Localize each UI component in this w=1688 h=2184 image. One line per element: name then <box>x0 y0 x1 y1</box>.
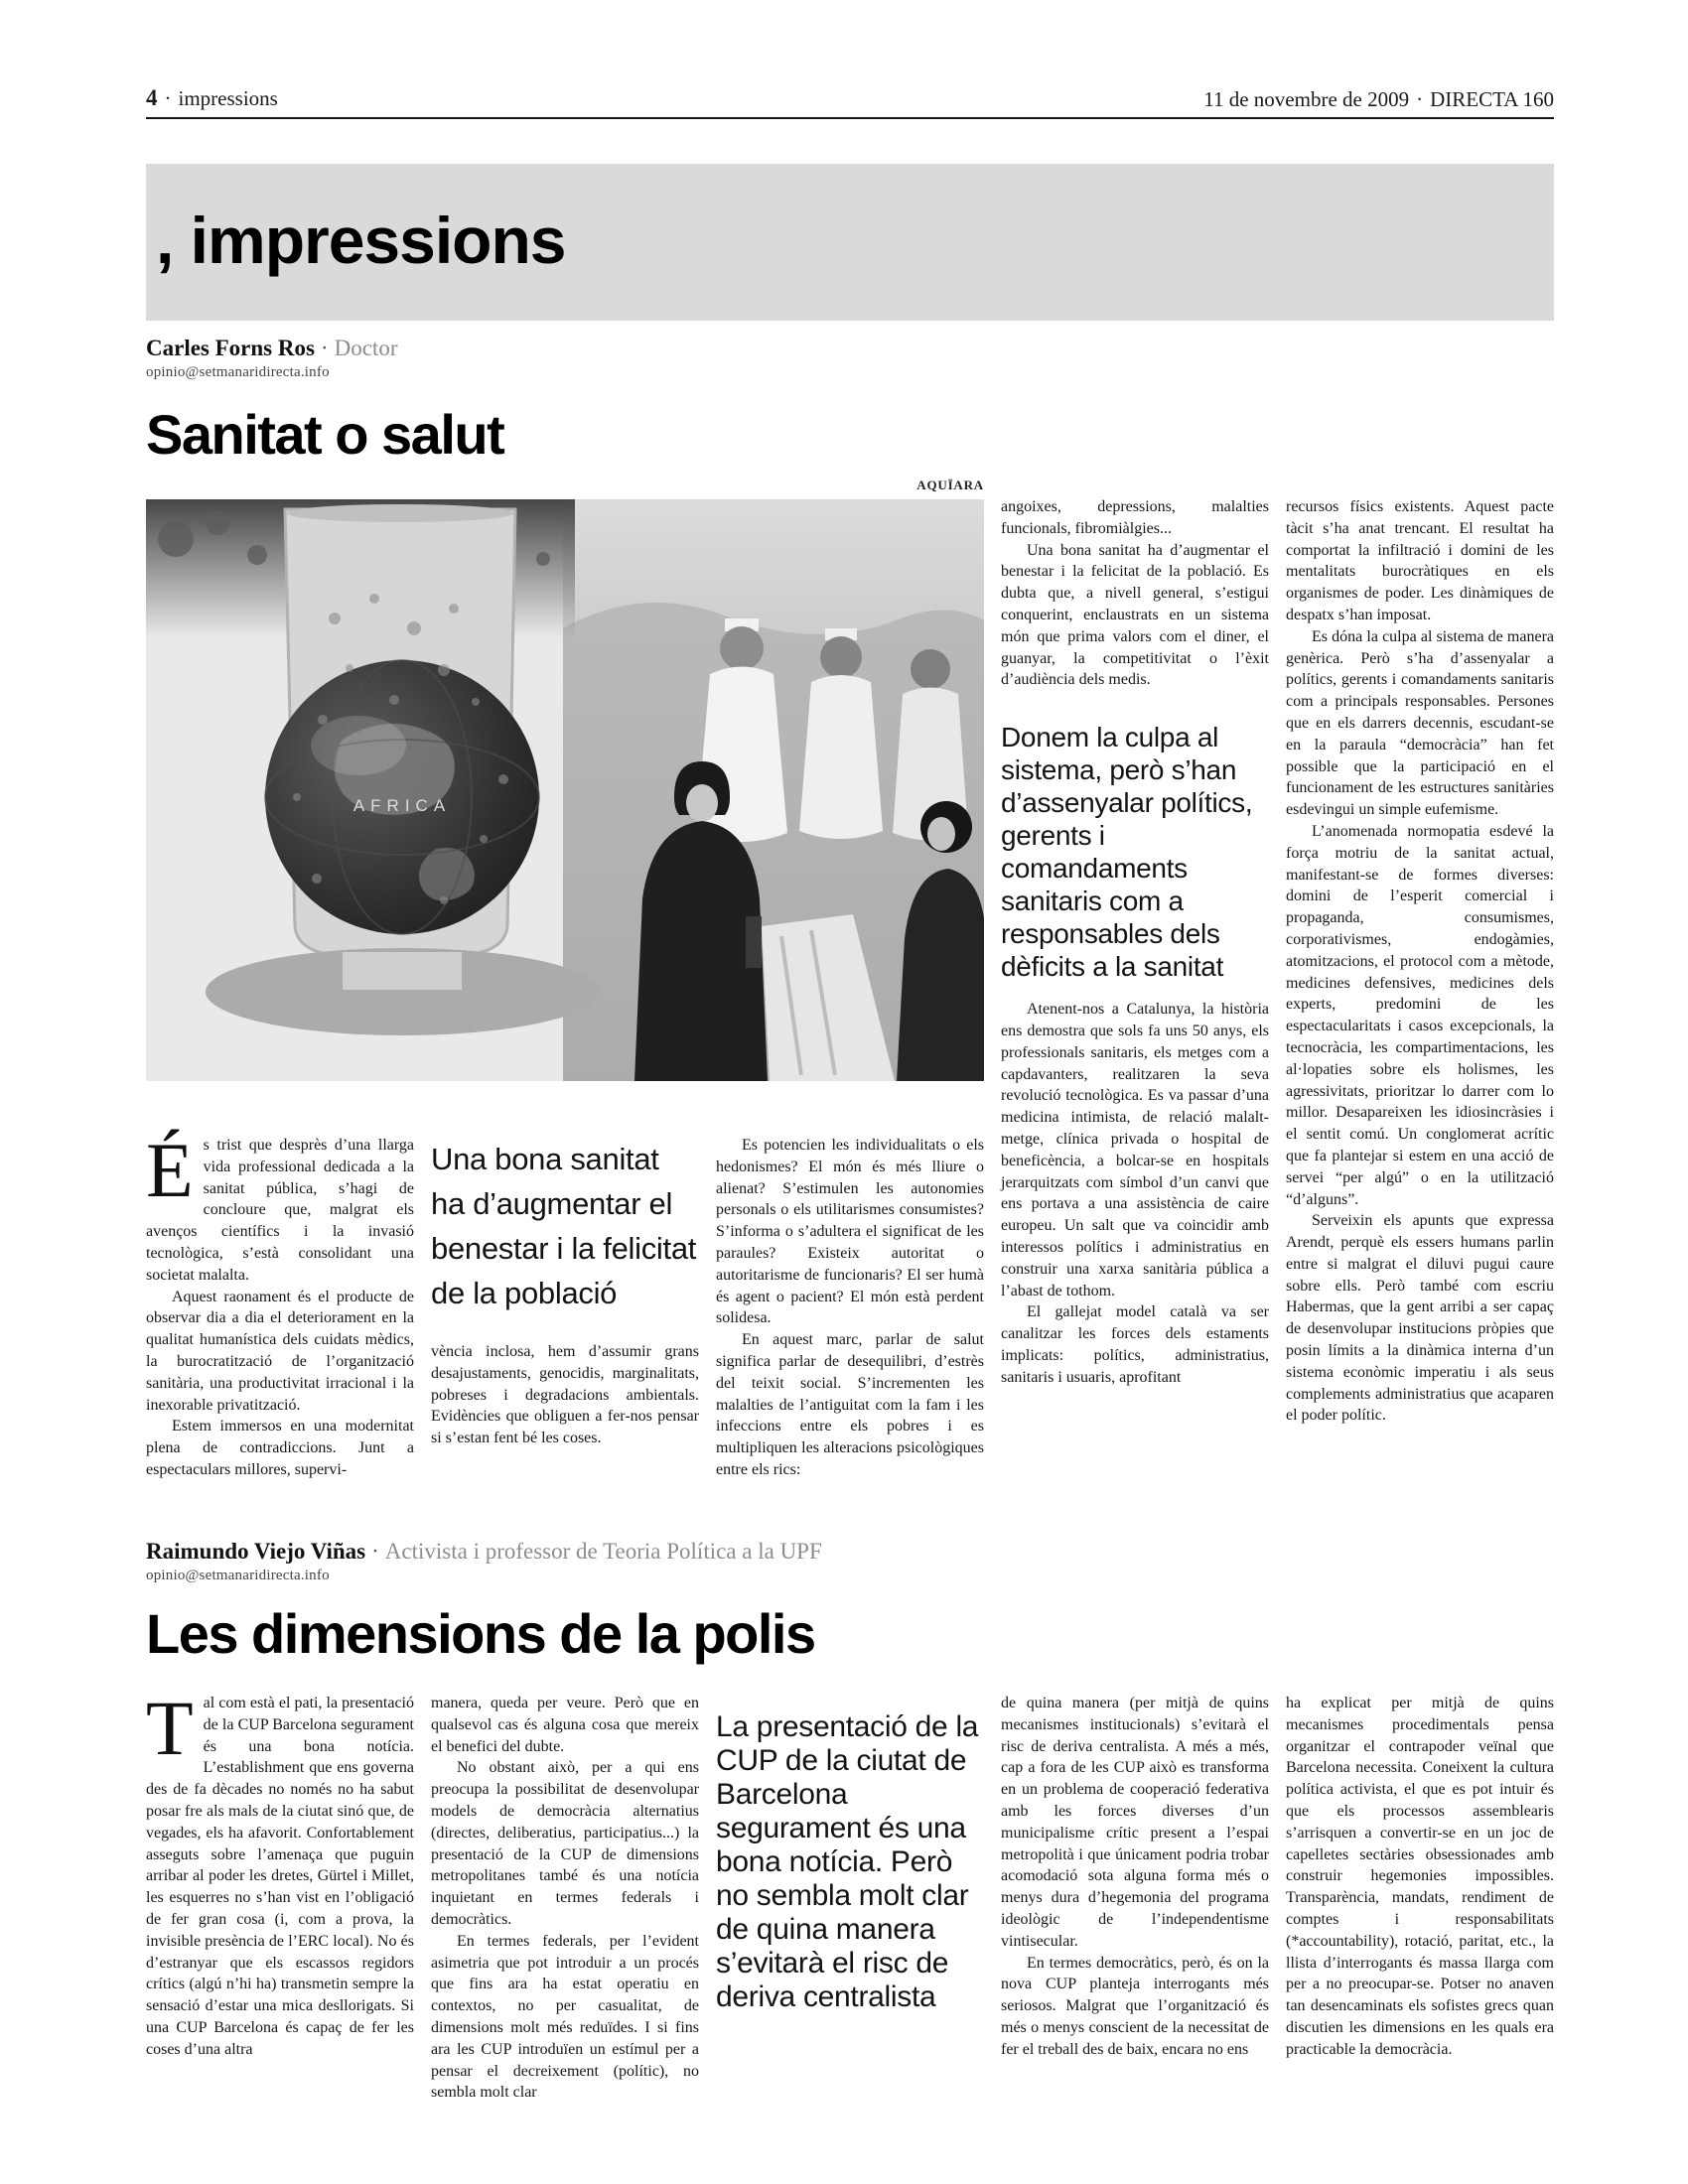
byline-separator: · <box>371 1539 379 1564</box>
article1-column-4 <box>1001 496 1269 1389</box>
photo-credit: AQUÏARA <box>916 478 984 492</box>
dropcap: T <box>146 1685 194 1771</box>
article2-column-1 <box>146 1685 414 2061</box>
paragraph: Aquest raonament és el producte de observar dia a dia el deteriorament en la qualitat humanística dels cuidats mèdics, la burocratització de l’organització sanitària, una productivitat irracional i la inexorable privatització. <box>146 1288 414 1414</box>
dropcap: É <box>146 1127 194 1213</box>
pull-quote: La presentació de la CUP de la ciutat de Barcelona segurament és una bona notícia. Però no sembla molt clar de quina manera s’evitarà el risc de deriva centralista <box>716 1710 979 2013</box>
section-banner-title: , impressions <box>156 204 566 277</box>
paragraph: No obstant això, per a qui ens preocupa la possibilitat de desenvolupar models de democràcia alternatius (directes, deliberatius, participatius...) la presentació de la CUP de dimensions metropolitanes també és una notícia inquietant en termes federals i democràtics. <box>431 1759 699 1928</box>
paragraph: Es potencien les individualitats o els hedonismes? El món és més lliure o alienat? S’estimulen les autonomies personals o els utilitarismes consumistes? S’informa o s’adultera el significat de les paraules? Existeix autoritat o autoritarisme de funcionaris? El ser humà és agent o pacient? El món està perdent solidesa. <box>716 1137 984 1327</box>
paragraph: vència inclosa, hem d’assumir grans desajustaments, genocidis, marginalitats, pobreses i degradacions ambientals. Evidències que obliguen a fer-nos pensar si s’estan fent bé les coses. <box>431 1343 699 1447</box>
paragraph: Tal com està el pati, la presentació de la CUP Barcelona segurament és una bona notícia. L’establishment que ens governa des de fa dècades no només no ha sabut posar fre als mals de la ciutat sinó que, de vegades, els ha afavorit. Confortablement asseguts sobre l’amenaça que puguin arribar al poder les dretes, Gürtel i Millet, les esquerres no s’han vist en l’obligació de fer gran cosa (i, com a prova, la invisible presència de l’ERC local). No és d’estranyar que els escassos regidors crítics (algú n’hi ha) transmetin sempre la sensació d’estar una mica desllorigats. Si una CUP Barcelona és capaç de fer les coses d’una altra <box>146 1685 414 2058</box>
paragraph: angoixes, depressions, malalties funcionals, fibromiàlgies... <box>1001 498 1269 537</box>
paragraph: ha explicat per mitjà de quins mecanismes procedimentals pensa organitzar el contrapoder veïnal que Barcelona necessita. Coneixent la cultura política activista, el que es pot intuir és que els processos assemblearis s’arrisquen a convertir-se en un joc de capelletes sectàries obsessionades amb construir hegemonies impossibles. Transparència, mandats, rendiment de comptes i responsabilitats (*accountability), rotació, paritat, etc., la llista d’interrogants és massa llarga com per a no preocupar-se. Potser no anaven tan desencaminats els sofistes grecs quan discutien les dimensions en les quals era practicable la democràcia. <box>1286 1695 1554 2058</box>
article2-author: Raimundo Viejo Viñas <box>146 1539 366 1564</box>
section-banner <box>146 164 1554 321</box>
article2-headline: Les dimensions de la polis <box>146 1602 815 1665</box>
paragraph: Atenent-nos a Catalunya, la història ens demostra que sols fa uns 50 anys, els professionals sanitaris, els metges com a capdavanters, realitzaren la seva revolució tecnològica. Es va passar d’una medicina intimista, de relació malalt-metge, clínica privada o hospital de beneficència, a bolcar-se en hospitals jerarquitzats com símbol d’un canvi que ens portava a una assistència de caire europeu. Un salt que va coincidir amb interessos polítics i administratius en construir una xarxa sanitària pública a l’abast de tothom. <box>1001 1001 1269 1299</box>
article1-column-2 <box>431 1135 699 1449</box>
article1-column-1 <box>146 1127 414 1481</box>
paragraph: En aquest marc, parlar de salut significa parlar de desequilibri, d’estrès del teixit social. S’incrementen les malalties de l’antiguitat com la fam i les infeccions entre els pobres i es multipliquen les alteracions psicològiques entre els rics: <box>716 1331 984 1478</box>
header-date: 11 de novembre de 2009 <box>1203 87 1410 111</box>
article2-column-4 <box>1001 1693 1269 2061</box>
article-photo <box>146 499 984 1081</box>
article1-author-email: opinio@setmanaridirecta.info <box>146 364 330 380</box>
paragraph: Una bona sanitat ha d’augmentar el benestar i la felicitat de la població. Es dubta que, a nivell general, s’estigui conquerint, enclaustrats en un sistema món que prima valors com el diner, el guanyar, la competitivitat o l’èxit d’audiència dels medis. <box>1001 541 1269 689</box>
page-number: 4 <box>146 85 158 110</box>
article2-column-3 <box>716 1693 984 2014</box>
paragraph: Estem immersos en una modernitat plena de contradiccions. Junt a espectaculars millores, supervi- <box>146 1418 414 1478</box>
paragraph: L’anomenada normopatia esdevé la força motriu de la sanitat actual, manifestant-se de formes diverses: domini de l’esperit comercial i propaganda, consumismes, corporativismes, endogàmies, atomitzacions, el protocol com a mètode, medicines defensives, medicines dels experts, predomini de les espectacularitats i casos excepcionals, la tecnocràcia, les compartimentacions, les al·lopaties sobre els holismes, les agressivitats, prioritzar lo darrer com lo millor. Desapareixen les idiosincràsies i el sentit comú. Un conglomerat acrític que fa plantejar si estem en una acció de servei “per algú” o en la utilització “d’alguns”. <box>1286 822 1554 1208</box>
article1-byline <box>146 336 397 381</box>
header-separator: · <box>164 86 172 110</box>
article2-column-5 <box>1286 1693 1554 2061</box>
header-issue: DIRECTA 160 <box>1430 87 1554 111</box>
paragraph: Es dóna la culpa al sistema de manera genèrica. Però s’ha d’assenyalar a polítics, gerents i comandaments sanitaris com a principals responsables. Persones que en els darrers decennis, escudant-se en la paraula “democràcia” han fet possible que la participació en el funcionament de les estructures sanitàries esdevingui un simple eufemisme. <box>1286 627 1554 819</box>
article2-column-2 <box>431 1693 699 2104</box>
article1-column-3 <box>716 1135 984 1481</box>
paragraph: Serveixin els apunts que expressa Arendt, perquè els essers humans parlin entre si malgrat el diluvi pugui caure sobre ells. Però també com escriu Habermas, que la gent arribi a ser capaç de desenvolupar institucions pròpies que posin límits a la dinàmica interna d’un sistema econòmic imperatiu i als seus complements administratius que acaparen el poder polític. <box>1286 1212 1554 1425</box>
paragraph: El gallejat model català va ser canalitzar les forces dels estaments implicats: polítics, administratius, sanitaris i usuaris, aprofitant <box>1001 1303 1269 1386</box>
paragraph: de quina manera (per mitjà de quins mecanismes institucionals) s’evitarà el risc de deriva centralista. A més a més, cap a fora de les CUP això es transforma en un problema de cooperació federativa amb les forces diverses d’un municipalisme crític present a l’espai metropolità i que únicament podria trobar acomodació sota alguna forma més o menys dura d’hegemonia del programa ideològic de l’independentisme vintisecular. <box>1001 1695 1269 1950</box>
article1-author-role: Doctor <box>334 336 398 360</box>
header-section-label: impressions <box>178 86 278 110</box>
article2-author-role: Activista i professor de Teoria Política a la UPF <box>384 1539 822 1564</box>
byline-separator: · <box>320 336 329 360</box>
paragraph: És trist que desprès d’una llarga vida professional dedicada a la sanitat pública, s’hagi de concloure que, malgrat els avenços científics i la invasió tecnològica, s’està consolidant una societat malalta. <box>146 1127 414 1284</box>
header-rule <box>146 117 1554 119</box>
pull-quote: Una bona sanitat ha d’augmentar el benestar i la felicitat de la població <box>431 1142 697 1310</box>
article1-column-5 <box>1286 496 1554 1427</box>
header-issue-info <box>1203 87 1554 112</box>
paragraph: En termes democràtics, però, és on la nova CUP planteja interrogants més seriosos. Malgrat que l’organització és més o menys conscient de la necessitat de fer el treball des de baix, encara no ens <box>1001 1954 1269 2058</box>
photo-nurses-montage <box>563 499 984 1081</box>
article1-headline: Sanitat o salut <box>146 403 504 466</box>
paragraph: En termes federals, per l’evident asimetria que pot introduir a un procés que fins ara ha estat operatiu en contextos, no per casualitat, de dimensions molt més reduïdes. I si fins ara les CUP introduïen un estímul per a pensar el decreixement (polític), no sembla molt clar <box>431 1932 699 2102</box>
paragraph: manera, queda per veure. Però que en qualsevol cas és alguna cosa que mereix el benefici del dubte. <box>431 1695 699 1755</box>
globe-label: AFRICA <box>352 796 452 815</box>
header-page-info <box>146 85 278 111</box>
article2-author-email: opinio@setmanaridirecta.info <box>146 1568 330 1583</box>
paragraph: recursos físics existents. Aquest pacte tàcit s’ha anat trencant. El resultat ha comportat la infiltració i domini de les mentalitats burocràtiques en els organismes de poder. Les dinàmiques de despatx s’han imposat. <box>1286 498 1554 623</box>
article2-byline <box>146 1539 822 1584</box>
article1-author: Carles Forns Ros <box>146 336 315 360</box>
pull-quote: Donem la culpa al sistema, però s’han d’assenyalar polítics, gerents i comandaments sanitaris com a responsables dels dèficits a la sanitat <box>1001 722 1253 983</box>
header-separator: · <box>1416 87 1424 111</box>
